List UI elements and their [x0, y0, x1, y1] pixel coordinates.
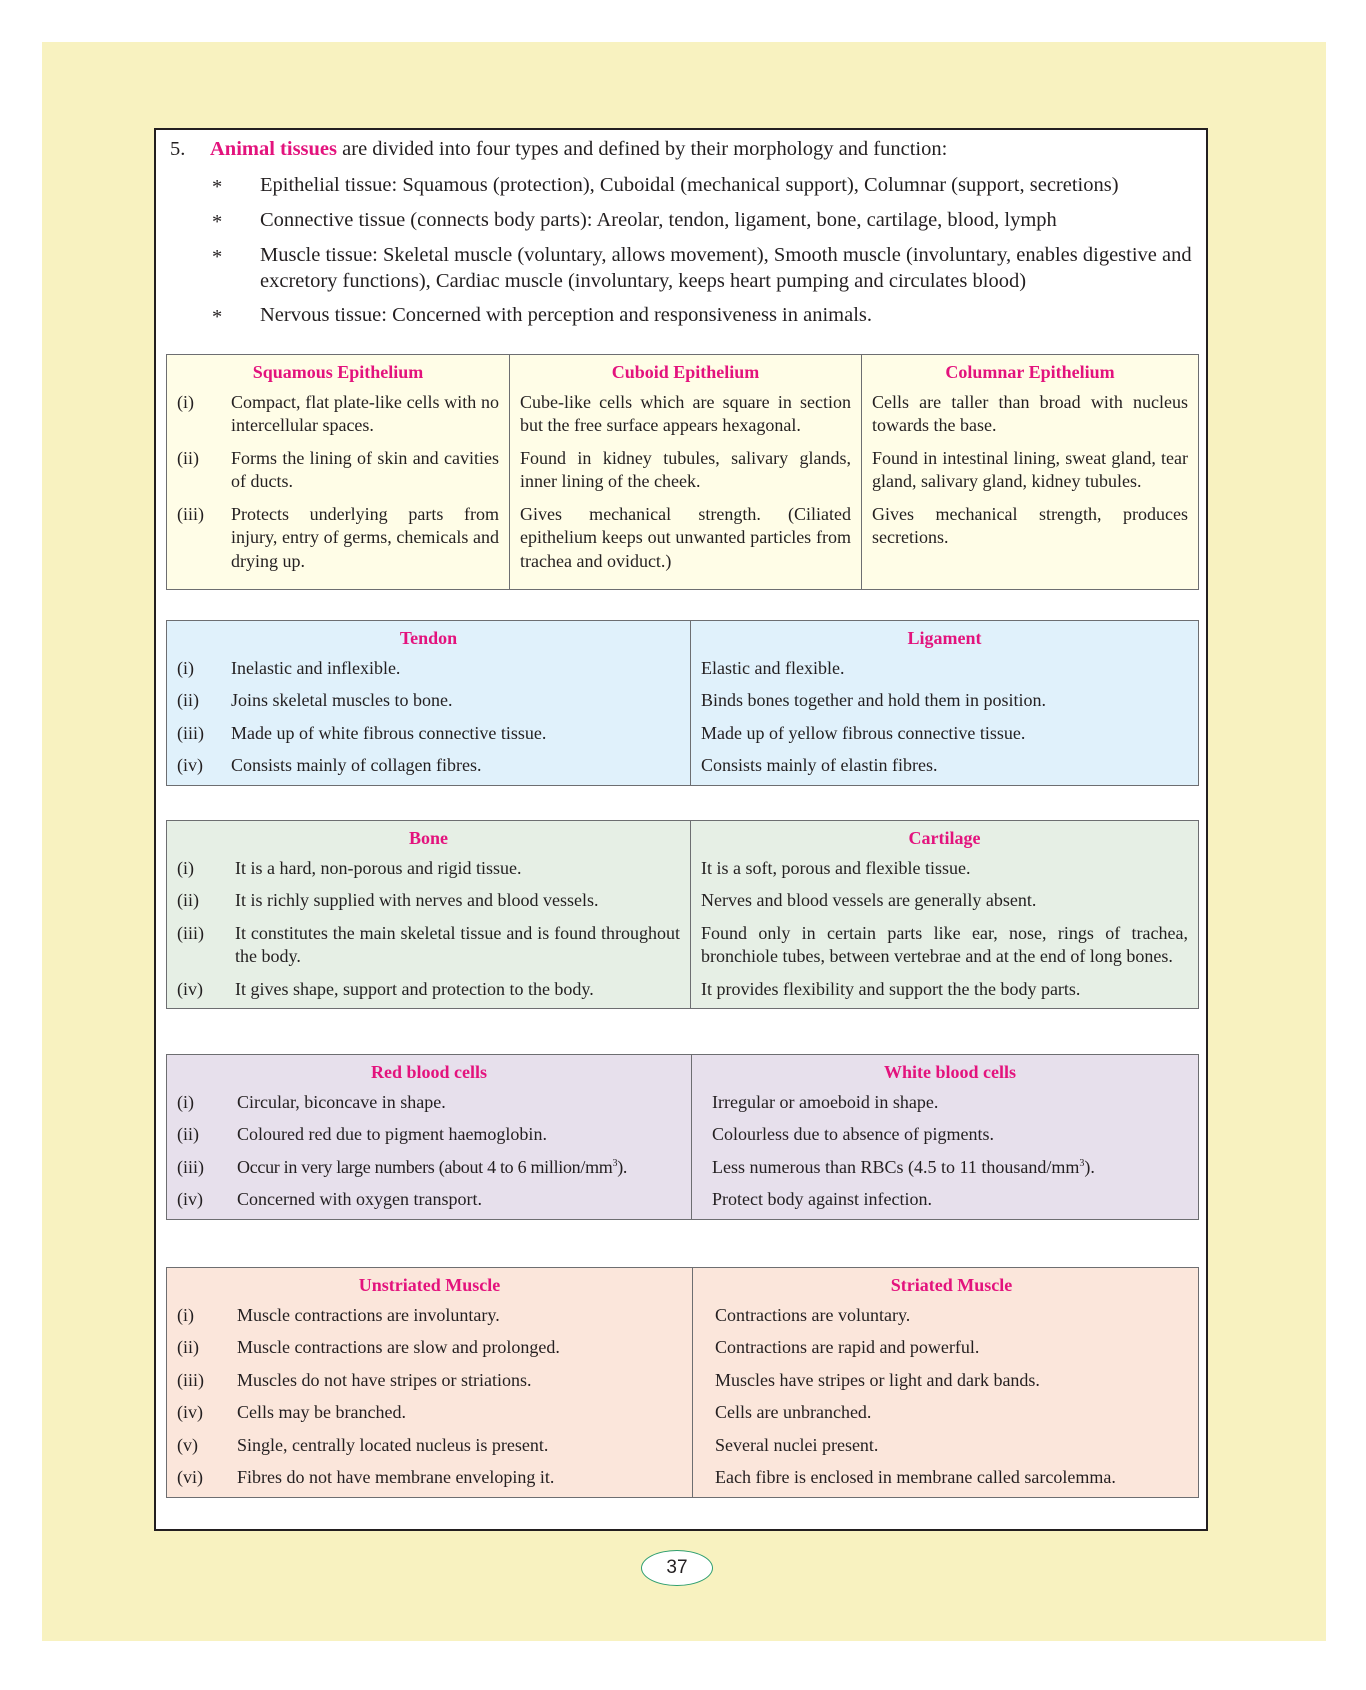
column-header: Cuboid Epithelium — [611, 362, 760, 382]
bullet-mark: * — [212, 176, 223, 198]
table-row — [177, 754, 680, 778]
row-index: (iv) — [177, 1189, 203, 1209]
table-row — [177, 689, 680, 713]
table-row — [177, 391, 499, 438]
table-row — [520, 503, 851, 574]
column-header: Cartilage — [908, 828, 981, 848]
cartilage-column — [691, 821, 1199, 1009]
table-row — [701, 978, 1188, 1002]
rbc-column — [167, 1055, 692, 1220]
row-text: Fibres do not have membrane enveloping it. — [237, 1467, 555, 1487]
table-row — [520, 447, 851, 494]
row-text: Muscle contractions are involuntary. — [237, 1304, 500, 1325]
striated-column — [693, 1268, 1199, 1498]
row-index: (iv) — [177, 978, 203, 999]
bullet-mark: * — [212, 246, 223, 268]
row-text: Contractions are voluntary. — [715, 1304, 911, 1325]
row-index: (i) — [177, 391, 194, 412]
row-index: (ii) — [177, 447, 199, 468]
row-text: Made up of yellow fibrous connective tissue. — [701, 722, 1026, 743]
table-row — [177, 1091, 681, 1115]
row-text: Muscles have stripes or light and dark bands. — [715, 1369, 1040, 1390]
row-index: (iii) — [177, 1369, 204, 1390]
table-row — [177, 1336, 682, 1360]
column-header: Tendon — [399, 628, 458, 648]
bullet-mark: * — [212, 211, 223, 233]
row-index: (iv) — [177, 1402, 203, 1422]
table-row — [177, 1304, 682, 1328]
column-header: Ligament — [907, 628, 982, 648]
table-row — [177, 503, 499, 574]
superscript: 3 — [612, 1157, 618, 1169]
row-text-end: ). — [617, 1156, 628, 1177]
table-row — [177, 722, 680, 746]
row-text: It is a hard, non-porous and rigid tissue. — [235, 857, 522, 878]
row-index: (iii) — [177, 922, 204, 943]
row-text: Consists mainly of elastin fibres. — [701, 755, 938, 775]
epithelium-table — [166, 354, 1199, 590]
table-row — [872, 503, 1188, 550]
intro-highlight: Animal tissues — [210, 138, 338, 160]
row-text: Found only in certain parts like ear, nose, rings of trachea, bronchiole tubes, between vertebrae and at the end of long bones. — [701, 922, 1188, 966]
table-row — [177, 657, 680, 681]
row-text: Found in kidney tubules, salivary glands, inner lining of the cheek. — [520, 447, 851, 491]
table-row — [701, 857, 1188, 881]
row-text: It gives shape, support and protection to the body. — [235, 978, 594, 999]
bone-column — [167, 821, 691, 1009]
row-text: Cells may be branched. — [237, 1402, 406, 1422]
row-text: Found in intestinal lining, sweat gland, tear gland, salivary gland, kidney tubules. — [872, 447, 1188, 491]
table-row — [712, 1156, 1188, 1180]
row-text-main: Occur in very large numbers (about 4 to 6 million/mm — [237, 1156, 613, 1177]
table-row — [177, 978, 680, 1002]
bullet-text: Nervous tissue: Concerned with perception and responsiveness in animals. — [260, 304, 873, 326]
table-row — [177, 1466, 682, 1490]
tendon-ligament-table — [166, 620, 1199, 786]
row-index: (vi) — [177, 1467, 203, 1487]
row-text — [712, 1156, 1188, 1180]
row-text: It provides flexibility and support the the body parts. — [701, 978, 1081, 999]
row-index: (ii) — [177, 1124, 199, 1144]
row-text: Several nuclei present. — [715, 1434, 879, 1455]
row-index: (ii) — [177, 890, 199, 910]
wbc-column — [692, 1055, 1199, 1220]
row-text-main: Less numerous than RBCs (4.5 to 11 thousand/mm — [712, 1156, 1080, 1177]
row-text: Each fibre is enclosed in membrane called sarcolemma. — [715, 1467, 1116, 1487]
row-text: Forms the lining of skin and cavities of ducts. — [231, 447, 499, 491]
squamous-column — [167, 355, 510, 590]
row-index: (iii) — [177, 503, 204, 524]
row-text: It constitutes the main skeletal tissue and is found throughout the body. — [235, 922, 680, 966]
content-frame — [154, 128, 1208, 1531]
bullet-text: Connective tissue (connects body parts): Areolar, tendon, ligament, bone, cartilage, blood, lymph — [260, 209, 1057, 231]
row-index: (ii) — [177, 690, 199, 710]
page-number: 37 — [641, 1550, 713, 1586]
table-row — [701, 689, 1188, 713]
table-row — [177, 889, 680, 913]
row-text — [237, 1156, 681, 1180]
blood-cells-table — [166, 1054, 1199, 1220]
table-row — [701, 657, 1188, 681]
table-row — [177, 922, 680, 969]
table-row — [701, 722, 1188, 746]
row-index: (i) — [177, 857, 194, 878]
row-text: Consists mainly of collagen fibres. — [231, 755, 482, 775]
bullet-mark: * — [212, 306, 223, 328]
column-header: Striated Muscle — [890, 1275, 1013, 1295]
columnar-column — [862, 355, 1199, 590]
row-index: (i) — [177, 1091, 194, 1112]
row-text: Joins skeletal muscles to bone. — [231, 690, 453, 710]
table-row — [715, 1369, 1188, 1393]
column-header: Bone — [408, 828, 448, 848]
row-text: Single, centrally located nucleus is present. — [237, 1434, 549, 1455]
row-text: Made up of white fibrous connective tissue. — [231, 722, 547, 743]
table-row — [177, 1369, 682, 1393]
row-text: Compact, flat plate-like cells with no intercellular spaces. — [231, 391, 499, 435]
table-row — [177, 1156, 681, 1180]
table-row — [715, 1434, 1188, 1458]
column-header: White blood cells — [883, 1062, 1016, 1082]
row-text: Concerned with oxygen transport. — [237, 1189, 482, 1209]
intro-lead-text: are divided into four types and defined by their morphology and function: — [337, 138, 948, 160]
superscript: 3 — [1079, 1157, 1085, 1169]
row-text: Circular, biconcave in shape. — [237, 1091, 446, 1112]
row-text: Binds bones together and hold them in position. — [701, 690, 1046, 710]
table-row — [715, 1336, 1188, 1360]
row-text: Cube-like cells which are square in section but the free surface appears hexagonal. — [520, 391, 851, 435]
bullet-text: Muscle tissue: Skeletal muscle (voluntary, allows movement), Smooth muscle (involuntary, enables digestive and excretory functions), Cardiac muscle (involuntary, keeps heart pumping and circulates blood) — [260, 244, 1192, 292]
muscle-table — [166, 1267, 1199, 1498]
column-header: Unstriated Muscle — [358, 1275, 501, 1295]
row-text: Muscles do not have stripes or striations. — [237, 1369, 532, 1390]
table-row — [701, 889, 1188, 913]
ligament-column — [691, 621, 1199, 786]
table-row — [712, 1188, 1188, 1212]
table-row — [701, 754, 1188, 778]
row-text: Inelastic and inflexible. — [231, 657, 401, 678]
row-text: Elastic and flexible. — [701, 657, 845, 678]
table-row — [520, 391, 851, 438]
row-index: (i) — [177, 657, 194, 678]
row-index: (iv) — [177, 755, 203, 775]
row-index: (i) — [177, 1304, 194, 1325]
table-row — [712, 1091, 1188, 1115]
table-row — [177, 1123, 681, 1147]
table-row — [715, 1401, 1188, 1425]
row-text: Protects underlying parts from injury, entry of germs, chemicals and drying up. — [231, 503, 499, 571]
table-row — [177, 1401, 682, 1425]
table-row — [872, 391, 1188, 438]
row-text: Gives mechanical strength, produces secretions. — [872, 503, 1188, 547]
row-index: (iii) — [177, 722, 204, 743]
tendon-column — [167, 621, 691, 786]
row-text-end: ). — [1084, 1156, 1095, 1177]
bullet-text: Epithelial tissue: Squamous (protection), Cuboidal (mechanical support), Columnar (support, secretions) — [260, 174, 1119, 196]
table-row — [177, 1434, 682, 1458]
row-text: Colourless due to absence of pigments. — [712, 1124, 994, 1144]
column-header: Columnar Epithelium — [945, 362, 1115, 382]
table-row — [177, 1188, 681, 1212]
table-row — [872, 447, 1188, 494]
unstriated-column — [167, 1268, 693, 1498]
table-row — [715, 1466, 1188, 1490]
table-row — [715, 1304, 1188, 1328]
row-index: (iii) — [177, 1156, 204, 1177]
table-row — [177, 447, 499, 494]
table-row — [177, 857, 680, 881]
cuboid-column — [510, 355, 862, 590]
row-text: It is a soft, porous and flexible tissue. — [701, 857, 971, 878]
row-text: Protect body against infection. — [712, 1189, 932, 1209]
bone-cartilage-table — [166, 820, 1199, 1009]
table-row — [712, 1123, 1188, 1147]
row-text: Gives mechanical strength. (Ciliated epithelium keeps out unwanted particles from trachea and oviduct.) — [520, 503, 851, 571]
intro-lead — [210, 136, 947, 162]
row-text: Irregular or amoeboid in shape. — [712, 1091, 939, 1112]
row-index: (v) — [177, 1434, 198, 1455]
row-text: Nerves and blood vessels are generally absent. — [701, 890, 1037, 910]
item-number: 5. — [170, 138, 186, 160]
row-text: It is richly supplied with nerves and blood vessels. — [235, 890, 599, 910]
row-text: Cells are taller than broad with nucleus towards the base. — [872, 391, 1188, 435]
row-text: Coloured red due to pigment haemoglobin. — [237, 1124, 547, 1144]
column-header: Red blood cells — [370, 1062, 487, 1082]
table-row — [701, 922, 1188, 969]
row-text: Contractions are rapid and powerful. — [715, 1337, 980, 1357]
row-text: Cells are unbranched. — [715, 1402, 872, 1422]
column-header: Squamous Epithelium — [252, 362, 424, 382]
row-index: (ii) — [177, 1337, 199, 1357]
row-text: Muscle contractions are slow and prolonged. — [237, 1337, 560, 1357]
